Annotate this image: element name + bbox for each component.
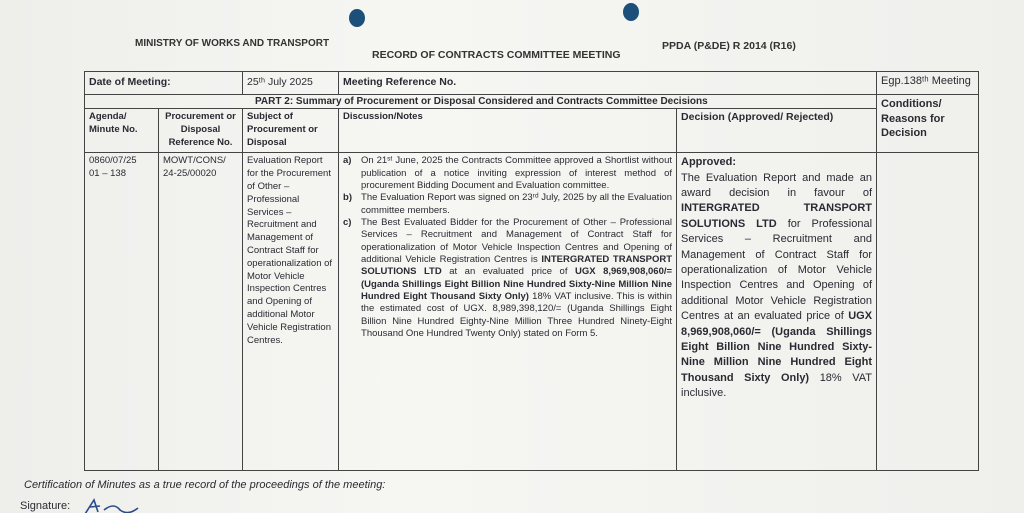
signature-label: Signature: (20, 500, 71, 512)
punch-hole (623, 3, 639, 21)
col-discussion: Discussion/Notes (339, 109, 677, 153)
procurement-ref-cell: MOWT/CONS/ 24-25/00020 (159, 153, 243, 471)
note-a: a) On 21ˢᵗ June, 2025 the Contracts Committee approved a Shortlist without publication of a notice inviting expression of interest method of procurement Bidding Document and Evaluation committee. (343, 155, 673, 191)
agenda-number: 0860/07/25 (89, 155, 137, 167)
note-c: c) The Best Evaluated Bidder for the Procurement of Other – Professional Services – Recruitment and Management of Contract Staff for operationalization of Motor Vehicle Inspection Centres and Opening of additional Vehicle Registration Centres is INTERGRATED TRANSPORT SOLUTIONS LTD at an evaluated price of UGX 8,969,908,060/= (Uganda Shillings Eight Billion Nine Hundred Sixty-Nine Million Nine Hundred Eight Thousand Sixty Only) 18% VAT inclusive. This is within the estimated cost of UGX. 8,989,398,120/= (Uganda Shillings Eight Billion Nine Hundred Eighty-Nine Million Three Hundred Ninety-Eight Thousand One Hundred Twenty Only) stated on Form 5. (343, 217, 673, 340)
decision-text: The Evaluation Report and made an award decision in favour of INTERGRATED TRANSPORT SOLUTIONS LTD for Professional Services – Recruitment and Management of Contract Staff for operationalization of Motor Vehicle Inspection Centres and Opening of additional Motor Vehicle Registration Centres at an evaluated price of UGX 8,969,908,060/= (Uganda Shillings Eight Billion Nine Hundred Sixty-Nine Million Nine Hundred Eight Thousand Sixty Only) 18% VAT inclusive. (681, 171, 873, 400)
certification-text: Certification of Minutes as a true record of the proceedings of the meeting: (24, 479, 386, 491)
punch-hole (349, 9, 365, 27)
ministry-title: MINISTRY OF WORKS AND TRANSPORT (135, 38, 330, 49)
part-title: PART 2: Summary of Procurement or Disposal Considered and Contracts Committee Decisions (85, 95, 877, 109)
col-conditions: Conditions/ Reasons for Decision (877, 95, 979, 153)
date-value: 25ᵗʰ July 2025 (243, 72, 339, 95)
col-procurement-ref: Procurement or Disposal Reference No. (159, 109, 243, 153)
minutes-table (84, 71, 979, 471)
record-title: RECORD OF CONTRACTS COMMITTEE MEETING (372, 49, 621, 61)
signature-mark (80, 496, 170, 513)
regulation-ref: PPDA (P&DE) R 2014 (R16) (662, 40, 796, 52)
conditions-cell (877, 153, 979, 471)
meeting-ref-label: Meeting Reference No. (339, 72, 877, 95)
col-agenda: Agenda/ Minute No. (85, 109, 159, 153)
col-subject: Subject of Procurement or Disposal (243, 109, 339, 153)
minute-number: 01 – 138 (89, 167, 126, 179)
note-b: b) The Evaluation Report was signed on 23ʳᵈ July, 2025 by all the Evaluation committee members. (343, 192, 673, 216)
col-decision: Decision (Approved/ Rejected) (677, 109, 877, 153)
subject-cell: Evaluation Report for the Procurement of Other – Professional Services – Recruitment and Management of Contract Staff for operationalization of Motor Vehicle Inspection Centres and Opening of additional Motor Vehicle Registration Centres. (243, 153, 339, 471)
discussion-cell (339, 153, 677, 471)
bidder-name: INTERGRATED TRANSPORT SOLUTIONS LTD (361, 254, 673, 278)
agenda-cell (85, 153, 159, 471)
meeting-number: Egp.138ᵗʰ Meeting (877, 72, 979, 95)
decision-cell (677, 153, 877, 471)
date-label: Date of Meeting: (85, 72, 243, 95)
award-price: UGX 8,969,908,060/= (Uganda Shillings Eight Billion Nine Hundred Sixty-Nine Million Nine Hundred Eight Thousand Sixty Only) (361, 266, 673, 303)
decision-title: Approved: (681, 156, 737, 169)
